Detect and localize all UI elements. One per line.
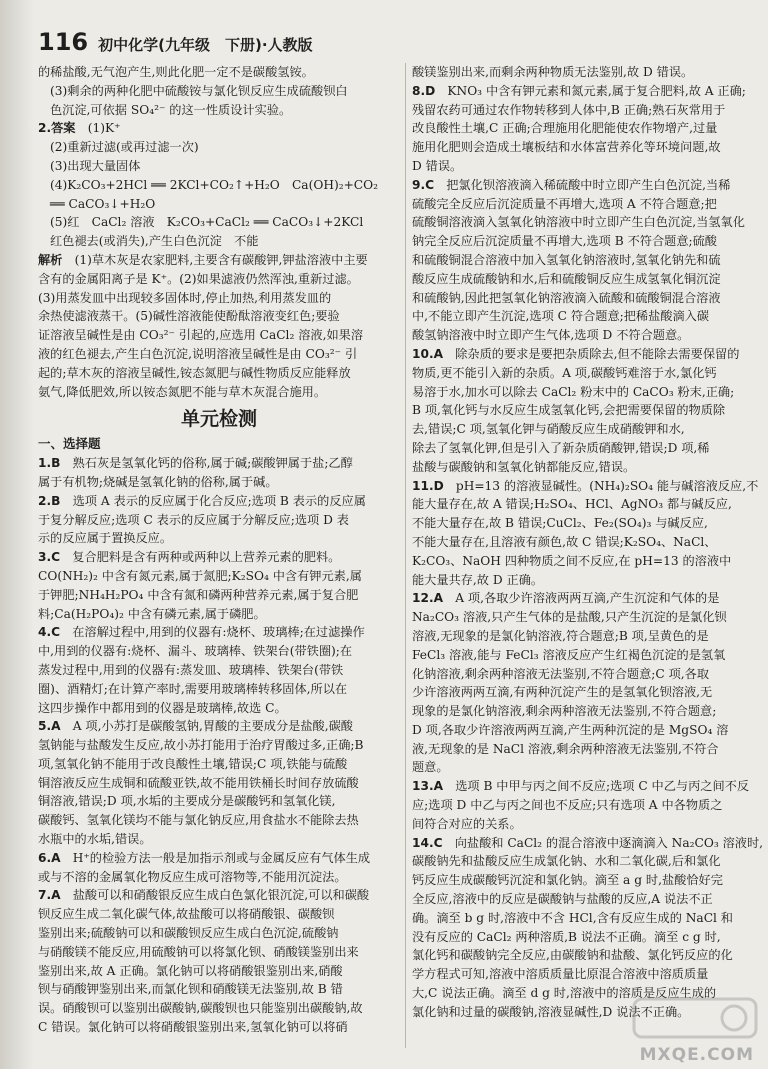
answer-line (412, 702, 764, 721)
page-number: 116 (38, 28, 89, 56)
analysis-line (38, 383, 400, 402)
answer-text: 复合肥料是含有两种或两种以上营养元素的肥料。 (72, 550, 341, 565)
question-number: 13.A (412, 779, 444, 794)
question-number: 6.A (38, 850, 61, 865)
answer-text: 铜溶液,错误;D 项,水垢的主要成分是碳酸钙和氢氧化镁, (38, 794, 336, 809)
answer-line (412, 571, 764, 590)
question-number: 1.B (38, 456, 61, 471)
answer-line (38, 605, 400, 624)
answer-text: Na₂CO₃ 溶液,只产生气体的是盐酸,只产生沉淀的是氯化钡 (412, 610, 727, 625)
answer-text: 盐酸可以和硝酸银反应生成白色氯化银沉淀,可以和碳酸 (72, 888, 370, 903)
answer-line (38, 924, 400, 943)
answer-text: 不能大量存在,故 B 错误;CuCl₂、Fe₂(SO₄)₃ 与碱反应, (412, 516, 708, 531)
answer-line (412, 364, 764, 383)
answer-text: 蒸发过程中,用到的仪器有:蒸发皿、玻璃棒、铁架台(带铁 (38, 662, 344, 677)
answer-line (412, 495, 764, 514)
answer-text: 鉴别出来;硫酸钠可以和碳酸钡反应生成白色沉淀,硫酸钠 (38, 926, 339, 941)
answer-text: CO(NH₂)₂ 中含有氮元素,属于氮肥;K₂SO₄ 中含有钾元素,属 (38, 568, 362, 583)
answer-line (38, 886, 400, 905)
answer-text: A 项,小苏打是碳酸氢钠,胃酸的主要成分是盐酸,碳酸 (72, 719, 353, 734)
text-line: 的稀盐酸,无气泡产生,则此化肥一定不是碳酸氢铵。 (38, 65, 314, 79)
answer-text: 间符合对应的关系。 (412, 816, 522, 831)
answer-line (38, 157, 400, 176)
answer-text: 不能大量存在,且溶液有颜色,故 C 错误;K₂SO₄、NaCl、 (412, 534, 717, 549)
analysis-line (38, 270, 400, 289)
answer-line (412, 965, 764, 984)
question-number: 11.D (412, 478, 444, 493)
answer-text: 与硝酸镁不能反应,用硫酸钠可以将氯化钡、硝酸镁鉴别出来 (38, 944, 359, 959)
answer-text: 误。硝酸钡可以鉴别出碳酸钠,碳酸钡也只能鉴别出碳酸钠,故 (38, 1001, 363, 1016)
answer-line (38, 980, 400, 999)
analysis-line (38, 289, 400, 308)
answer-line (38, 176, 400, 195)
answer-line (412, 589, 764, 608)
answer-text: 和硫酸钠,因此把氢氧化钠溶液滴入硫酸和硫酸铜混合溶液 (412, 290, 721, 305)
answer-line (412, 157, 764, 176)
answer-line (38, 699, 400, 718)
answer-text: 化钠溶液,剩余两种溶液无法鉴别,不符合题意;C 项,各取 (412, 666, 710, 681)
answer-text: 氯化钙和碳酸钠完全反应,由碳酸钠和盐酸、氯化钙反应的化 (412, 948, 733, 963)
analysis-line (38, 326, 400, 345)
answer-line (412, 665, 764, 684)
answer-text: 选项 B 中甲与丙之间不反应;选项 C 中乙与丙之间不反 (455, 779, 750, 794)
question-number: 14.C (412, 835, 443, 850)
answer-text: 圈)、酒精灯;在计算产率时,需要用玻璃棒转移固体,所以在 (38, 681, 348, 696)
answer-text: 于钾肥;NH₄H₂PO₄ 中含有氮和磷两种营养元素,属于复合肥 (38, 587, 359, 602)
answer-text: 铜溶液反应生成铜和硫酸亚铁,故不能用铁桶长时间存放硫酸 (38, 775, 359, 790)
answer-text: D 项,各取少许溶液两两互滴,产生两种沉淀的是 MgSO₄ 溶 (412, 722, 729, 737)
answer-text: 钡与硝酸钾鉴别出来,而氯化钡和硝酸镁无法鉴别,故 B 错 (38, 982, 343, 997)
answer-line (412, 213, 764, 232)
answer-line (38, 849, 400, 868)
analysis-line (38, 364, 400, 383)
answer-text: (1)K⁺ (87, 121, 121, 136)
answer-text: 盐酸与碳酸钠和氢氧化钠都能反应,错误。 (412, 459, 636, 474)
answer-line (38, 736, 400, 755)
answer-line (38, 999, 400, 1018)
answer-text: (3)出现大量固体 (50, 158, 141, 173)
answer-line (412, 852, 764, 871)
answer-line (38, 962, 400, 981)
answer-text: 去,错误;C 项,氢氧化钾与硝酸反应生成硝酸钾和水, (412, 422, 685, 437)
book-title: 初中化学(九年级 下册)·人教版 (98, 36, 313, 54)
answer-line (412, 740, 764, 759)
answer-line (38, 943, 400, 962)
analysis-text: 余热使滤液蒸干。(5)碱性溶液能使酚酞溶液变红色;要验 (38, 309, 340, 324)
answer-line (412, 307, 764, 326)
answer-text: 确。滴至 b g 时,溶液中不含 HCl,含有反应生成的 NaCl 和 (412, 910, 733, 925)
answer-text: 中,用到的仪器有:烧杯、漏斗、玻璃棒、铁架台(带铁圈);在 (38, 644, 353, 659)
answer-line (412, 82, 764, 101)
analysis-line (38, 345, 400, 364)
section-title: 单元检测 (180, 408, 257, 431)
answer-text: 物质,更不能引入新的杂质。A 项,碳酸钙难溶于水,氯化钙 (412, 365, 717, 380)
answer-line (38, 195, 400, 214)
answer-text: 施用化肥则会造成土壤板结和水体富营养化等环境问题,故 (412, 140, 721, 155)
answer-line (38, 119, 400, 138)
answer-line (412, 627, 764, 646)
answer-line (412, 871, 764, 890)
answer-text: 项,氢氧化钠不能用于改良酸性土壤,错误;C 项,铁能与硫酸 (38, 756, 348, 771)
answer-line (412, 796, 764, 815)
answer-line (412, 552, 764, 571)
analysis-text: (3)用蒸发皿中出现较多固体时,停止加热,利用蒸发皿的 (38, 290, 332, 305)
text-line: 色沉淀,可依据 SO₄²⁻ 的这一性质设计实验。 (50, 102, 292, 117)
answer-line (412, 890, 764, 909)
answer-line (38, 213, 400, 232)
question-number: 3.C (38, 550, 61, 565)
analysis-text: 起的;草木灰的溶液呈碱性,铵态氮肥与碱性物质反应能释放 (38, 365, 351, 380)
answer-text: 把氯化钡溶液滴入稀硫酸中时立即产生白色沉淀,当稀 (446, 177, 731, 192)
answer-line (412, 138, 764, 157)
answer-text: 酸反应生成硫酸钠和水,后和硫酸铜反应生成氢氧化铜沉淀 (412, 271, 721, 286)
analysis-label: 解析 (38, 252, 63, 267)
answer-line (412, 477, 764, 496)
answer-line (412, 326, 764, 345)
analysis-line (38, 251, 400, 270)
answer-line (38, 511, 400, 530)
answer-text: H⁺的检验方法一般是加指示剂或与金属反应有气体生成 (72, 850, 371, 865)
answer-text: 易溶于水,加水可以除去 CaCl₂ 粉末中的 CaCO₃ 粉末,正确; (412, 384, 735, 399)
analysis-line (38, 307, 400, 326)
answer-line (412, 439, 764, 458)
answer-line (38, 680, 400, 699)
answer-text: 选项 A 表示的反应属于化合反应;选项 B 表示的反应属 (72, 493, 366, 508)
answer-line (38, 1018, 400, 1037)
answer-line (412, 721, 764, 740)
answer-line (412, 383, 764, 402)
answer-text: 氯化钠和过量的碳酸钠,溶液显碱性,D 说法不正确。 (412, 1004, 690, 1019)
answer-line (412, 758, 764, 777)
answer-line (412, 458, 764, 477)
answer-text: ══ CaCO₃↓+H₂O (50, 196, 156, 211)
answer-line (412, 101, 764, 120)
answer-text: 硫酸完全反应后沉淀质量不再增大,选项 A 不符合题意;把 (412, 196, 717, 211)
answer-line (412, 683, 764, 702)
answer-label: 2.答案 (38, 121, 76, 136)
answer-line (38, 454, 400, 473)
answer-text: 少许溶液两两互滴,有两种沉淀产生的是氢氧化钡溶液,无 (412, 685, 713, 700)
analysis-text: 含有的金属阳离子是 K⁺。(2)如果滤液仍然浑浊,重新过滤。 (38, 271, 359, 286)
answer-line (38, 905, 400, 924)
answer-text: 现象的是氯化钠溶液,剩余两种溶液无法鉴别,不符合题意; (412, 704, 717, 719)
answer-line (38, 774, 400, 793)
answer-text: 钡反应生成二氧化碳气体,故盐酸可以将硝酸银、碳酸钡 (38, 907, 335, 922)
answer-line (38, 661, 400, 680)
answer-text: 属于有机物;烧碱是氢氧化钠的俗称,属于碱。 (38, 474, 278, 489)
answer-text: 除去了氢氧化钾,但是引入了新杂质硝酸钾,错误;D 项,稀 (412, 440, 710, 455)
answer-line (38, 529, 400, 548)
answer-text: B 项,氧化钙与水反应生成氢氧化钙,会把需要保留的物质除 (412, 403, 726, 418)
answer-line (412, 270, 764, 289)
answer-line (412, 232, 764, 251)
analysis-text: 证溶液呈碱性是由 CO₃²⁻ 引起的,应选用 CaCl₂ 溶液,如果溶 (38, 328, 364, 343)
subsection-title: 一、选择题 (38, 436, 101, 452)
answer-text: A 项,各取少许溶液两两互滴,产生沉淀和气体的是 (455, 591, 720, 606)
answer-line (38, 473, 400, 492)
answer-text: 全反应,溶液中的反应是碳酸钠与盐酸的反应,A 说法不正 (412, 892, 713, 907)
answer-line (412, 533, 764, 552)
answer-text: pH=13 的溶液显碱性。(NH₄)₂SO₄ 能与碱溶液反应,不 (455, 478, 759, 493)
answer-text: 学方程式可知,溶液中溶质质量比原混合溶液中溶质质量 (412, 967, 709, 982)
answer-line (38, 755, 400, 774)
answer-line (412, 289, 764, 308)
text-line: 酸镁鉴别出来,而剩余两种物质无法鉴别,故 D 错误。 (412, 65, 694, 79)
answer-text: 水瓶中的水垢,错误。 (38, 832, 152, 847)
question-number: 4.C (38, 625, 61, 640)
answer-line (412, 420, 764, 439)
question-number: 7.A (38, 888, 61, 903)
analysis-text: 液的红色褪去,产生白色沉淀,说明溶液呈碱性是由 CO₃²⁻ 引 (38, 346, 358, 361)
answer-text: 碳酸钠先和盐酸反应生成氯化钠、水和二氧化碳,后和氯化 (412, 854, 721, 869)
answer-line (412, 946, 764, 965)
answer-text: 这四步操作中都用到的仪器是玻璃棒,故选 C。 (38, 700, 287, 715)
answer-text: 氢钠能与盐酸发生反应,故小苏打能用于治疗胃酸过多,正确;B (38, 738, 364, 753)
question-number: 5.A (38, 719, 61, 734)
answer-text: 题意。 (412, 760, 449, 775)
answer-text: 向盐酸和 CaCl₂ 的混合溶液中逐滴滴入 Na₂CO₃ 溶液时, (454, 835, 764, 850)
left-column (38, 63, 400, 1037)
answer-text: 酸氢钠溶液中时立即产生气体,选项 D 不符合题意。 (412, 328, 690, 343)
question-number: 10.A (412, 346, 444, 361)
answer-text: 鉴别出来,故 A 正确。氯化钠可以将硝酸银鉴别出来,硝酸 (38, 963, 343, 978)
answer-line (412, 646, 764, 665)
answer-line (412, 928, 764, 947)
answer-text: KNO₃ 中含有钾元素和氮元素,属于复合肥料,故 A 正确; (447, 83, 746, 98)
answer-text: 红色褪去(或消失),产生白色沉淀 不能 (50, 234, 259, 249)
analysis-text: 氨气,降低肥效,所以铵态氮肥不能与草木灰混合施用。 (38, 384, 327, 399)
answer-text: 于复分解反应;选项 C 表示的反应属于分解反应;选项 D 表 (38, 512, 349, 527)
answer-line (412, 834, 764, 853)
answer-line (412, 345, 764, 364)
answer-text: 示的反应属于置换反应。 (38, 531, 173, 546)
answer-line (412, 119, 764, 138)
question-number: 8.D (412, 83, 436, 98)
answer-line (412, 608, 764, 627)
answer-text: 和硫酸铜混合溶液中加入氢氧化钠溶液时,氢氧化钠先和硫 (412, 252, 721, 267)
answer-text: 溶液,无现象的是氯化钠溶液,符合题意;B 项,呈黄色的是 (412, 628, 709, 643)
answer-text: 没有反应的 CaCl₂ 两种溶质,B 说法不正确。滴至 c g 时, (412, 929, 721, 944)
answer-text: (5)红 CaCl₂ 溶液 K₂CO₃+CaCl₂ ══ CaCO₃↓+2KCl (50, 215, 364, 230)
answer-text: 硫酸铜溶液滴入氢氧化钠溶液中时立即产生白色沉淀,当氢氧化 (412, 215, 745, 230)
answer-line (412, 777, 764, 796)
answer-line (412, 251, 764, 270)
answer-text: 料;Ca(H₂PO₄)₂ 中含有磷元素,属于磷肥。 (38, 606, 266, 621)
answer-line (38, 792, 400, 811)
question-number: 2.B (38, 493, 61, 508)
page-gutter-shadow (0, 0, 34, 1069)
answer-text: C 错误。氯化钠可以将硝酸银鉴别出来,氢氧化钠可以将硝 (38, 1020, 348, 1035)
answer-text: 残留农药可通过农作物转移到人体中,B 正确;熟石灰常用于 (412, 102, 726, 117)
analysis-text: (1)草木灰是农家肥料,主要含有碳酸钾,钾盐溶液中主要 (74, 252, 368, 267)
answer-text: K₂CO₃、NaOH 四种物质之间不反应,在 pH=13 的溶液中 (412, 553, 732, 568)
answer-text: 能大量共存,故 D 正确。 (412, 572, 544, 587)
answer-line (412, 909, 764, 928)
page-header (38, 28, 313, 58)
answer-text: 除杂质的要求是要把杂质除去,但不能除去需要保留的 (455, 346, 740, 361)
answer-text: D 错误。 (412, 158, 463, 173)
answer-line (412, 195, 764, 214)
answer-text: 应;选项 D 中乙与丙之间也不反应;只有选项 A 中各物质之 (412, 798, 723, 813)
answer-text: 熟石灰是氢氧化钙的俗称,属于碱;碳酸钾属于盐;乙醇 (72, 456, 353, 471)
answer-line (38, 642, 400, 661)
answer-line (412, 401, 764, 420)
answer-text: 中,不能立即产生沉淀,选项 C 符合题意;把稀盐酸滴入碳 (412, 309, 710, 324)
question-number: 9.C (412, 177, 435, 192)
answer-line (38, 717, 400, 736)
answer-text: 钠完全反应后沉淀质量不再增大,选项 B 不符合题意;硫酸 (412, 234, 717, 249)
answer-text: 能大量存在,故 A 错误;H₂SO₄、HCl、AgNO₃ 都与碱反应, (412, 497, 732, 512)
answer-line (38, 492, 400, 511)
right-column (412, 63, 764, 1022)
watermark-text: MXQE.COM (639, 1045, 754, 1065)
answer-line (38, 138, 400, 157)
question-number: 12.A (412, 591, 444, 606)
answer-line (38, 868, 400, 887)
answer-line (412, 176, 764, 195)
answer-line (38, 623, 400, 642)
answer-line (38, 586, 400, 605)
answer-text: 钙反应生成碳酸钙沉淀和氯化钠。滴至 a g 时,盐酸恰好完 (412, 873, 723, 888)
answer-line (412, 815, 764, 834)
answer-line (38, 232, 400, 251)
answer-text: FeCl₃ 溶液,能与 FeCl₃ 溶液反应产生红褐色沉淀的是氢氧 (412, 647, 726, 662)
answer-line (38, 830, 400, 849)
answer-text: 碳酸钙、氢氧化镁均不能与氯化钠反应,用食盐水不能除去热 (38, 813, 359, 828)
text-line: (3)剩余的两种化肥中硫酸铵与氯化钡反应生成硫酸钡白 (50, 83, 348, 98)
answer-line (38, 567, 400, 586)
answer-text: 液,无现象的是 NaCl 溶液,剩余两种溶液无法鉴别,不符合 (412, 741, 719, 756)
answer-text: 改良酸性土壤,C 正确;合理施用化肥能使农作物增产,过量 (412, 121, 718, 136)
answer-line (38, 811, 400, 830)
answer-text: 大,C 说法正确。滴至 d g 时,溶液中的溶质是反应生成的 (412, 986, 717, 1001)
column-divider (405, 63, 406, 1048)
answer-text: 在溶解过程中,用到的仪器有:烧杯、玻璃棒;在过滤操作 (72, 625, 365, 640)
answer-line (38, 548, 400, 567)
answer-text: (2)重新过滤(或再过滤一次) (50, 140, 199, 155)
answer-text: 或与不溶的金属氧化物反应生成可溶物等,不能用沉淀法。 (38, 869, 347, 884)
answer-line (412, 514, 764, 533)
answer-text: (4)K₂CO₃+2HCl ══ 2KCl+CO₂↑+H₂O Ca(OH)₂+CO₂ (50, 177, 379, 192)
